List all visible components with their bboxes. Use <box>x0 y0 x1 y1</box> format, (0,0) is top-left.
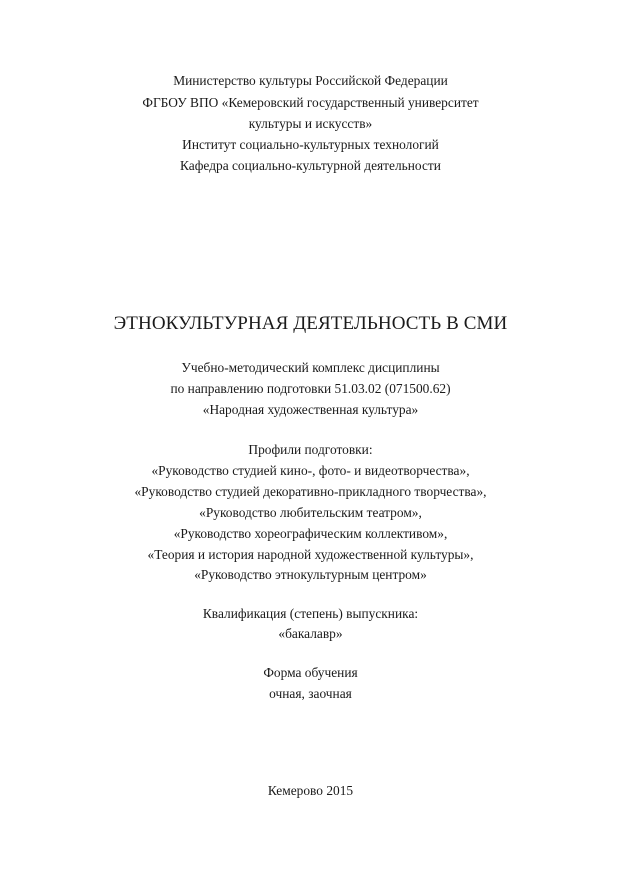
training-direction: по направлению подготовки 51.03.02 (071500.62) <box>170 381 451 396</box>
city-year: Кемерово 2015 <box>267 783 354 798</box>
profile-item: «Руководство студией кино-, фото- и видеотворчества», <box>151 463 470 478</box>
ministry-line: Министерство культуры Российской Федерации <box>173 73 448 88</box>
program-name: «Народная художественная культура» <box>202 402 419 417</box>
qualification-heading: Квалификация (степень) выпускника: <box>202 606 419 621</box>
department-line: Кафедра социально-культурной деятельности <box>180 158 441 173</box>
profiles-heading: Профили подготовки: <box>248 442 373 457</box>
document-title: ЭТНОКУЛЬТУРНАЯ ДЕЯТЕЛЬНОСТЬ В СМИ <box>113 313 508 334</box>
profile-item: «Теория и история народной художественной культуры», <box>147 547 474 562</box>
university-line: ФГБОУ ВПО «Кемеровский государственный университет <box>142 95 479 110</box>
institute-line: Институт социально-культурных технологий <box>182 137 439 152</box>
university-line-continued: культуры и искусств» <box>248 116 373 131</box>
profile-item: «Руководство этнокультурным центром» <box>194 567 427 582</box>
profile-item: «Руководство любительским театром», <box>199 505 422 520</box>
complex-description: Учебно-методический комплекс дисциплины <box>181 360 440 375</box>
study-form-value: очная, заочная <box>269 686 352 701</box>
study-form-heading: Форма обучения <box>263 665 358 680</box>
profile-item: «Руководство хореографическим коллективом», <box>173 526 448 541</box>
profile-item: «Руководство студией декоративно-прикладного творчества», <box>134 484 487 499</box>
qualification-value: «бакалавр» <box>278 626 343 641</box>
